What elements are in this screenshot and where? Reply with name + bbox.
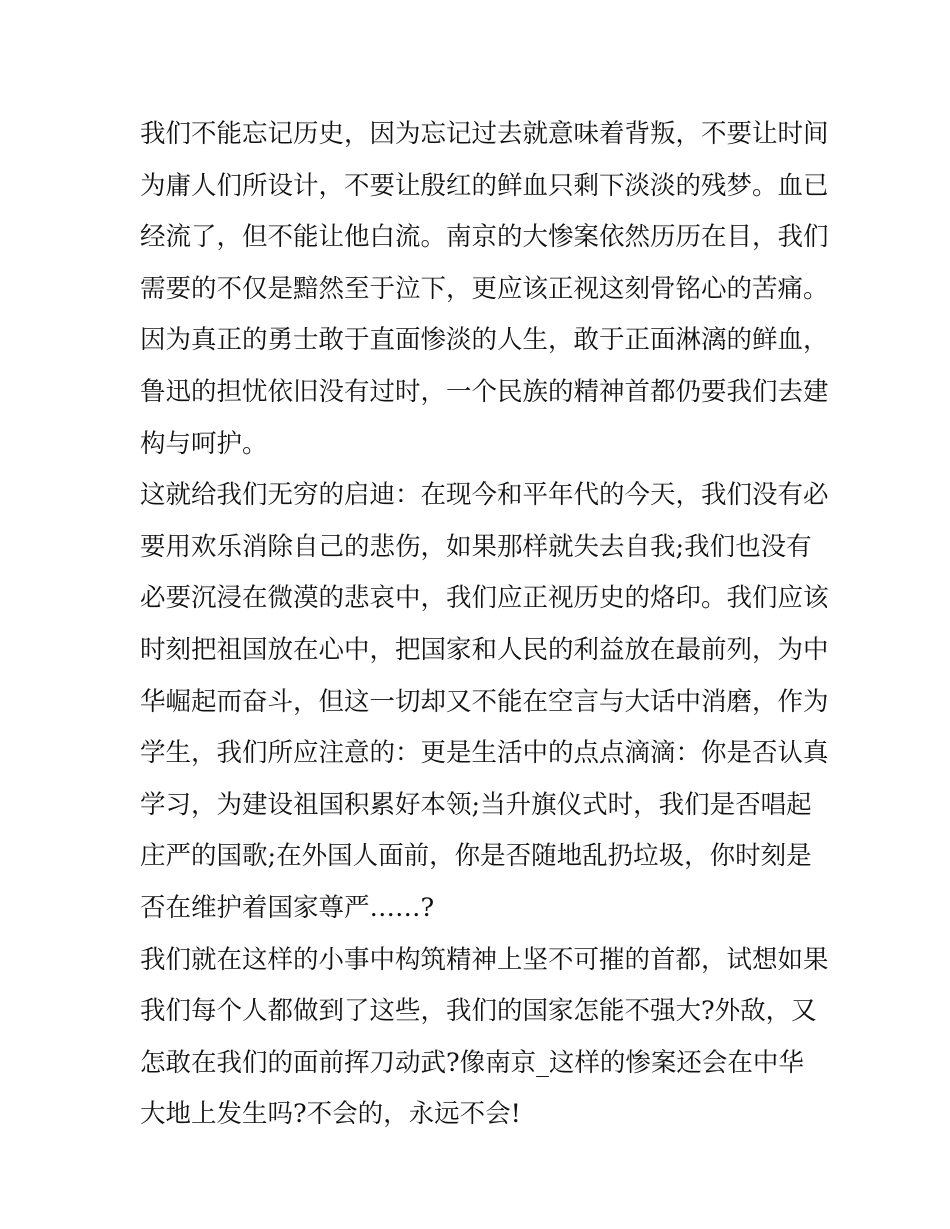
text-line: 要用欢乐消除自己的悲伤，如果那样就失去自我;我们也没有 [140,531,812,562]
text-line: 需要的不仅是黯然至于泣下，更应该正视这刻骨铭心的苦痛。 [140,273,829,304]
text-line: 华崛起而奋斗，但这一切却又不能在空言与大话中消磨，作为 [140,686,829,717]
paragraph-2 [140,470,830,934]
paragraph-1 [140,109,830,470]
paragraph-3 [140,935,830,1141]
text-line: 时刻把祖国放在心中，把国家和人民的利益放在最前列，为中 [140,634,829,665]
text-line: 学习，为建设祖国积累好本领;当升旗仪式时，我们是否唱起 [140,789,812,820]
text-line: 大地上发生吗?不会的，永远不会! [140,1099,521,1130]
text-line: 我们每个人都做到了这些，我们的国家怎能不强大?外敌，又 [140,996,817,1027]
document-body [140,109,830,1141]
text-line: 鲁迅的担忧依旧没有过时，一个民族的精神首都仍要我们去建 [140,376,829,407]
text-line: 学生，我们所应注意的：更是生活中的点点滴滴：你是否认真 [140,738,829,769]
text-line: 庄严的国歌;在外国人面前，你是否随地乱扔垃圾，你时刻是 [140,841,812,872]
text-line: 为庸人们所设计，不要让殷红的鲜血只剩下淡淡的残梦。血已 [140,170,829,201]
text-line: 我们不能忘记历史，因为忘记过去就意味着背叛，不要让时间 [140,119,829,149]
text-line: 这就给我们无穷的启迪：在现今和平年代的今天，我们没有必 [140,480,829,511]
text-line: 构与呵护。 [140,428,268,459]
text-line: 否在维护着国家尊严……? [140,892,435,923]
text-line: 必要沉浸在微漠的悲哀中，我们应正视历史的烙印。我们应该 [140,583,829,614]
text-line: 因为真正的勇士敢于直面惨淡的人生，敢于正面淋漓的鲜血， [140,325,829,356]
text-line: 怎敢在我们的面前挥刀动武?像南京_这样的惨案还会在中华 [140,1047,804,1078]
text-line: 经流了，但不能让他白流。南京的大惨案依然历历在目，我们 [140,222,829,253]
text-line: 我们就在这样的小事中构筑精神上坚不可摧的首都，试想如果 [140,944,829,975]
